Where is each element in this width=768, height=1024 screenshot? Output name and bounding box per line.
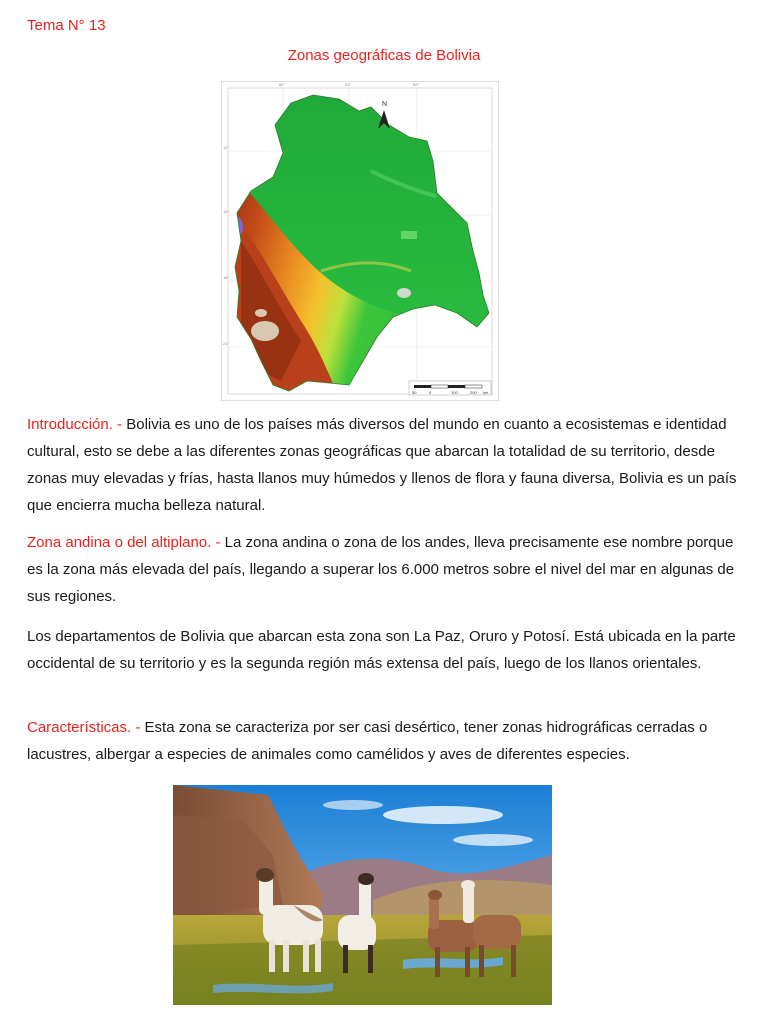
andean-zone-body: La zona andina o zona de los andes, lleva precisamente ese nombre porque es la zona más elevada del país, llegando a superar los 6.000 metros sobre el nivel del mar en algunas de sus regiones.	[27, 534, 735, 605]
svg-text:18°: 18°	[223, 275, 230, 280]
departments-body: Los departamentos de Bolivia que abarcan esta zona son La Paz, Oruro y Potosí. Está ubicada en la parte occidental de su territorio y es la segunda región más extensa del país, luego de los llanos orientales.	[27, 628, 736, 672]
svg-text:km: km	[483, 390, 489, 395]
svg-text:200: 200	[470, 390, 477, 395]
characteristics-body: Esta zona se caracteriza por ser casi desértico, tener zonas hidrográficas cerradas o lacustres, albergar a especies de animales como camélidos y aves de diferentes especies.	[27, 719, 708, 763]
svg-text:0: 0	[429, 390, 432, 395]
svg-text:66°: 66°	[279, 82, 286, 87]
topic-number: Tema N° 13	[27, 17, 106, 34]
map-scale-bar	[409, 381, 491, 395]
svg-text:50: 50	[412, 390, 417, 395]
svg-text:60°: 60°	[413, 82, 420, 87]
andean-zone-paragraph	[27, 529, 743, 610]
llamas-altiplano-photo	[173, 785, 552, 1005]
svg-text:N: N	[382, 101, 388, 108]
svg-text:63°: 63°	[345, 82, 352, 87]
intro-paragraph	[27, 411, 743, 519]
svg-text:100: 100	[451, 390, 458, 395]
bolivia-relief-map	[221, 81, 499, 401]
andean-zone-heading: Zona andina o del altiplano. -	[27, 534, 225, 551]
svg-text:15°: 15°	[223, 209, 230, 214]
departments-paragraph	[27, 623, 743, 677]
characteristics-heading: Características. -	[27, 719, 145, 736]
page-title: Zonas geográficas de Bolivia	[287, 47, 481, 64]
svg-text:12°: 12°	[223, 145, 230, 150]
intro-body: Bolivia es uno de los países más diversos del mundo en cuanto a ecosistemas e identidad cultural, esto se debe a las diferentes zonas geográficas que abarcan la totalidad de su territorio, desde zonas muy elevadas y frías, hasta llanos muy húmedos y llenos de flora y fauna diversa, Bolivia es un país que encierra mucha belleza natural.	[27, 416, 737, 514]
svg-text:21°: 21°	[223, 341, 230, 346]
intro-heading: Introducción. -	[27, 416, 127, 433]
characteristics-paragraph	[27, 714, 743, 768]
